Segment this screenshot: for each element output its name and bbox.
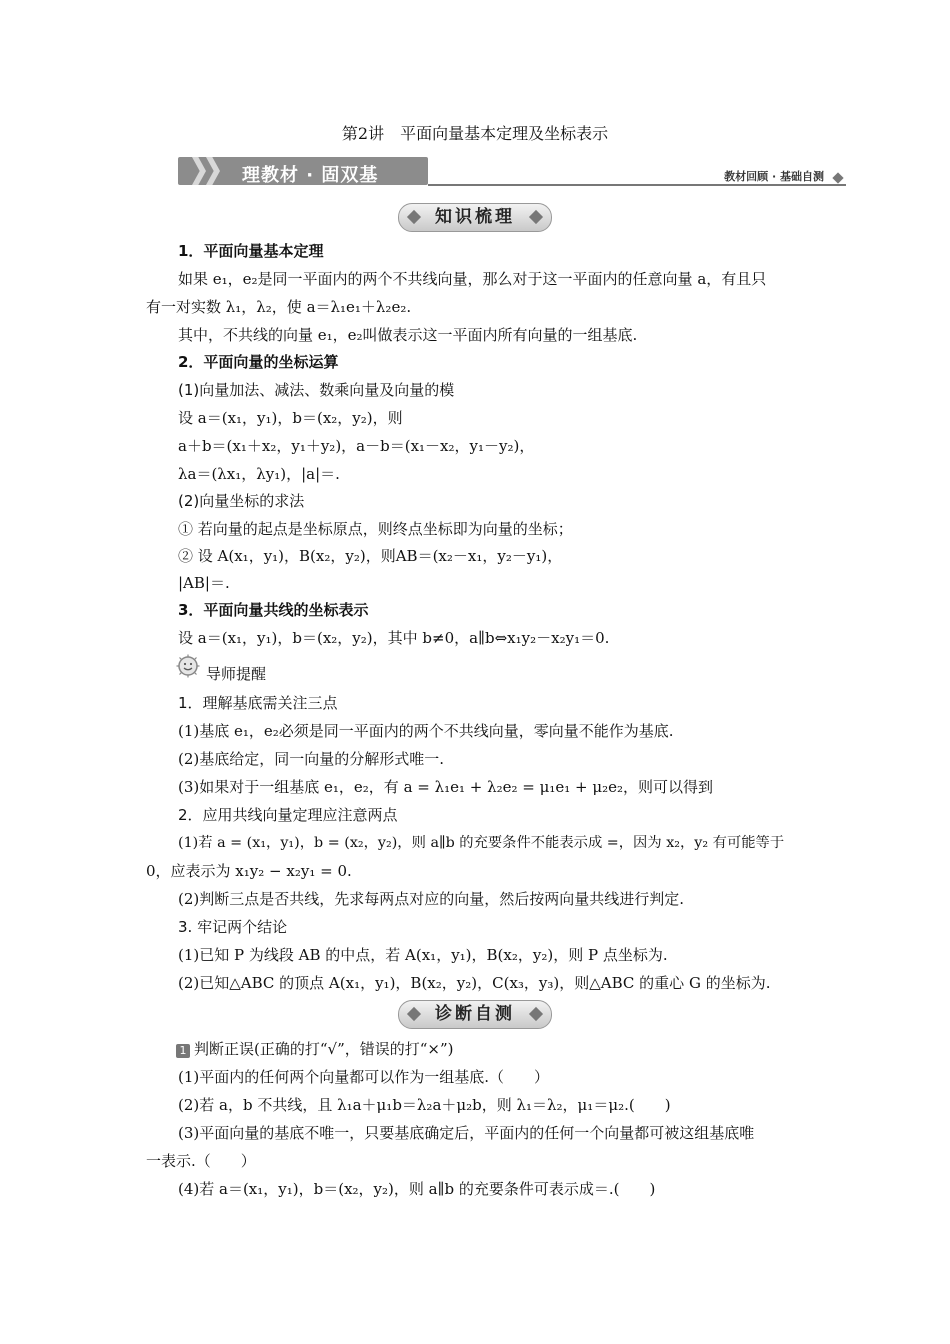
- question-number-badge: 1: [176, 1044, 190, 1058]
- text-line: 有一对实数 λ₁，λ₂，使 a＝λ₁e₁＋λ₂e₂.: [146, 298, 412, 316]
- section-knowledge-label: 知识梳理: [398, 203, 552, 232]
- banner-title: 理教材 · 固双基: [242, 165, 379, 186]
- text-line: λa＝(λx₁，λy₁)，|a|＝.: [178, 465, 340, 483]
- question-item: 一表示.（ ）: [146, 1152, 256, 1170]
- heading: 2．平面向量的坐标运算: [178, 353, 339, 371]
- section-banner: [178, 153, 846, 189]
- text-line: 如果 e₁，e₂是同一平面内的两个不共线向量，那么对于这一平面内的任意向量 a，有且只: [178, 270, 767, 288]
- text-line: 设 a＝(x₁，y₁)，b＝(x₂，y₂)，其中 b≠0，a∥b⇔x₁y₂－x₂y₁＝0.: [178, 629, 610, 647]
- text-line: (1)基底 e₁，e₂必须是同一平面内的两个不共线向量，零向量不能作为基底.: [178, 722, 674, 740]
- text-line: (2)判断三点是否共线，先求每两点对应的向量，然后按两向量共线进行判定.: [178, 890, 685, 908]
- smiley-icon: [176, 654, 200, 678]
- question-item: (3)平面向量的基底不唯一，只要基底确定后，平面内的任何一个向量都可被这组基底唯: [178, 1124, 755, 1142]
- subheading: (1)向量加法、减法、数乘向量及向量的模: [178, 381, 455, 399]
- heading: 1．理解基底需关注三点: [178, 694, 338, 712]
- tips-title: 导师提醒: [206, 665, 267, 683]
- text-line: (2)已知△ABC 的顶点 A(x₁，y₁)，B(x₂，y₂)，C(x₃，y₃)，则△ABC 的重心 G 的坐标为.: [178, 974, 771, 992]
- section-diagnosis-label: 诊断自测: [398, 1000, 552, 1029]
- heading: 2．应用共线向量定理应注意两点: [178, 806, 398, 824]
- subheading: (2)向量坐标的求法: [178, 492, 305, 510]
- banner-rule: [428, 184, 846, 186]
- question-instruction: 判断正误(正确的打“√”，错误的打“×”): [194, 1040, 454, 1058]
- text-line: |AB|＝.: [178, 574, 230, 592]
- question-item: (1)平面内的任何两个向量都可以作为一组基底.（ ）: [178, 1068, 550, 1086]
- section-knowledge: [0, 203, 950, 232]
- text-line: 其中，不共线的向量 e₁，e₂叫做表示这一平面内所有向量的一组基底.: [178, 326, 638, 344]
- text-line: (1)若 a = (x₁，y₁)，b = (x₂，y₂)，则 a∥b 的充要条件不能表示成 =，因为 x₂，y₂ 有可能等于: [178, 835, 785, 851]
- text-line: ② 设 A(x₁，y₁)，B(x₂，y₂)，则AB＝(x₂－x₁，y₂－y₁)，: [178, 547, 563, 565]
- page-title: 第2讲 平面向量基本定理及坐标表示: [341, 124, 609, 143]
- section-diagnosis: [0, 1000, 950, 1029]
- text-line: (2)基底给定，同一向量的分解形式唯一.: [178, 750, 445, 768]
- text-line: ① 若向量的起点是坐标原点，则终点坐标即为向量的坐标；: [178, 520, 573, 538]
- heading: 3. 牢记两个结论: [178, 918, 288, 936]
- heading: 3．平面向量共线的坐标表示: [178, 601, 369, 619]
- text-line: a＋b＝(x₁＋x₂，y₁＋y₂)，a－b＝(x₁－x₂，y₁－y₂)，: [178, 437, 535, 455]
- diamond-icon: [832, 172, 843, 183]
- question-item: (2)若 a，b 不共线，且 λ₁a＋μ₁b＝λ₂a＋μ₂b，则 λ₁＝λ₂，μ₁＝μ₂.( ): [178, 1096, 671, 1114]
- text-line: (1)已知 P 为线段 AB 的中点，若 A(x₁，y₁)，B(x₂，y₂)，则 P 点坐标为.: [178, 946, 668, 964]
- heading: 1．平面向量基本定理: [178, 242, 324, 260]
- text-line: 0，应表示为 x₁y₂ − x₂y₁ = 0.: [146, 862, 352, 880]
- question-item: (4)若 a＝(x₁，y₁)，b＝(x₂，y₂)，则 a∥b 的充要条件可表示成＝.( ): [178, 1180, 656, 1198]
- banner-subtitle: 教材回顾 · 基础自测: [724, 170, 824, 183]
- text-line: 设 a＝(x₁，y₁)，b＝(x₂，y₂)，则: [178, 409, 403, 427]
- question-prompt: [176, 1038, 454, 1059]
- text-line: (3)如果对于一组基底 e₁，e₂，有 a = λ₁e₁ + λ₂e₂ = μ₁e₁ + μ₂e₂，则可以得到: [178, 778, 714, 796]
